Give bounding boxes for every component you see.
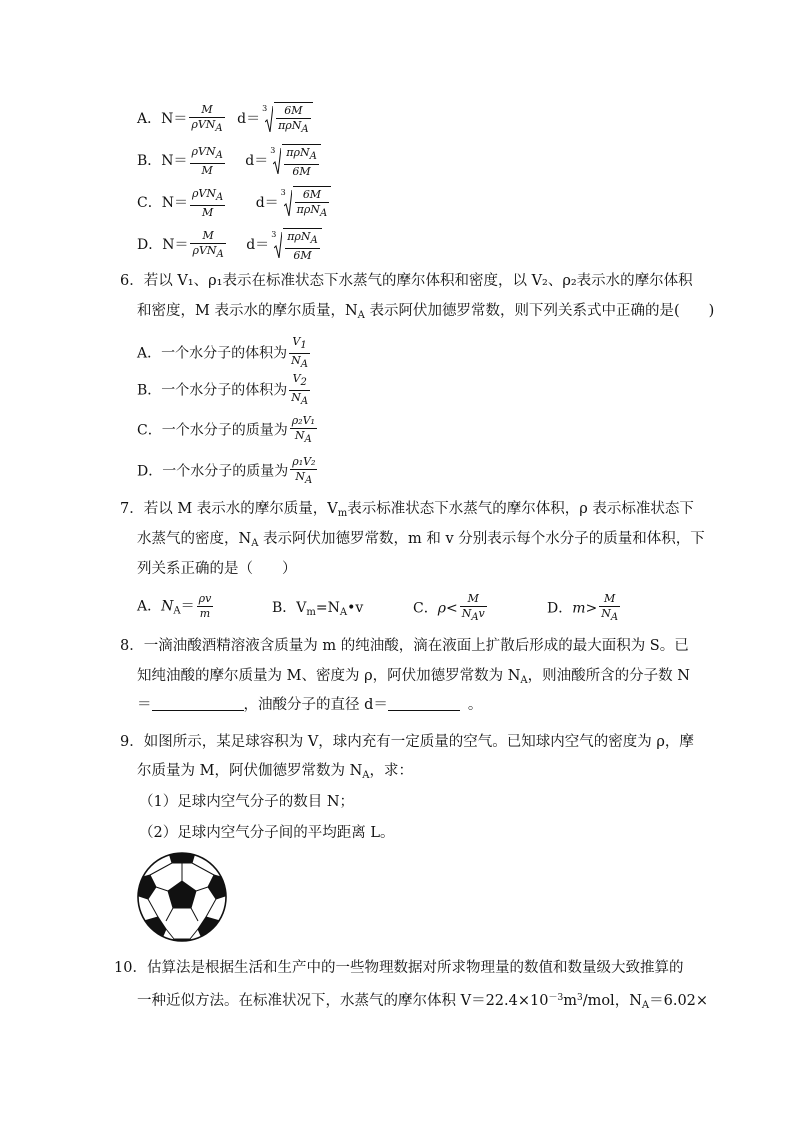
q7-stem-line1 xyxy=(120,500,694,523)
answer-blank[interactable] xyxy=(388,696,460,711)
q7-stem-line2 xyxy=(137,530,705,553)
option-label: B．N＝ xyxy=(137,153,188,169)
q6-option-a xyxy=(137,336,312,371)
d-label: d＝ xyxy=(246,237,270,253)
root-body xyxy=(282,144,321,178)
subscript: A xyxy=(305,475,313,486)
den-text: v xyxy=(478,607,485,620)
q8-stem-line2 xyxy=(137,667,690,690)
text: 。 xyxy=(467,697,483,713)
numerator xyxy=(190,188,225,206)
denominator xyxy=(190,244,225,261)
subscript: A xyxy=(320,208,328,219)
numerator: M xyxy=(190,230,225,244)
text: ，求： xyxy=(369,763,413,779)
num-text: πρN xyxy=(286,146,310,159)
operator: ＝ xyxy=(180,598,195,615)
subscript: A xyxy=(610,612,619,623)
numerator: ρ₂V₁ xyxy=(291,414,315,427)
q6-stem-line1: 6．若以 V₁、ρ₁表示在标准状态下水蒸气的摩尔体积和密度，以 V₂、ρ₂表示水的摩尔体积 xyxy=(120,273,693,289)
denominator: m xyxy=(199,607,211,620)
text: /mol，N xyxy=(582,993,642,1009)
q5-option-a xyxy=(137,102,313,136)
text: ，油酸分子的直径 d＝ xyxy=(243,697,388,713)
den-text: πρN xyxy=(278,119,302,132)
text: 一种近似方法。在标准状况下，水蒸气的摩尔体积 V＝22.4×10 xyxy=(137,993,549,1009)
root-body xyxy=(293,186,332,220)
denominator xyxy=(460,607,487,624)
text: 知纯油酸的摩尔质量为 M、密度为 ρ，阿伏加德罗常数为 N xyxy=(137,668,521,684)
denominator xyxy=(189,118,224,135)
option-text: C．一个水分子的质量为 xyxy=(137,422,288,439)
q9-item-1: （1）足球内空气分子的数目 N； xyxy=(139,794,355,810)
fraction xyxy=(189,104,224,135)
q8-stem-line1: 8．一滴油酸酒精溶液含质量为 m 的纯油酸，滴在液面上扩散后形成的最大面积为 S。已 xyxy=(120,638,689,654)
numerator xyxy=(289,336,310,354)
text: 尔质量为 M，阿伏伽德罗常数为 N xyxy=(137,763,363,779)
den-text: N xyxy=(291,391,301,404)
denominator: M xyxy=(201,205,214,219)
q7-option-b xyxy=(272,597,363,618)
cube-root xyxy=(271,228,322,262)
option-label: D． xyxy=(547,600,573,617)
text: m xyxy=(563,993,577,1009)
fraction xyxy=(284,147,319,178)
fraction xyxy=(190,146,225,177)
option-label: A．N＝ xyxy=(137,111,188,127)
lhs: m xyxy=(572,600,586,617)
fraction xyxy=(289,336,310,371)
denominator xyxy=(276,119,311,136)
lhs: N xyxy=(161,598,174,615)
num-text: ρVN xyxy=(191,144,216,158)
denominator xyxy=(599,607,620,624)
denominator xyxy=(290,429,317,446)
radical-sign-icon xyxy=(284,190,292,216)
text: •v xyxy=(347,600,364,616)
root-index: 3 xyxy=(271,230,277,239)
radical-sign-icon xyxy=(274,232,282,258)
cube-root xyxy=(281,186,332,220)
subscript: A xyxy=(215,149,223,161)
subscript: m xyxy=(337,508,348,519)
root-index: 3 xyxy=(262,104,268,113)
den-text: ρVN xyxy=(192,243,217,257)
soccer-ball-figure xyxy=(136,851,228,943)
q6-option-c xyxy=(137,415,319,446)
subscript: A xyxy=(357,310,365,321)
q9-stem-line1: 9．如图所示，某足球容积为 V，球内充有一定质量的空气。已知球内空气的密度为 ρ，摩 xyxy=(120,734,694,750)
denominator: 6M xyxy=(292,165,311,178)
subscript: m xyxy=(306,607,316,618)
fraction xyxy=(289,373,310,408)
subscript: A xyxy=(520,675,528,686)
subscript: A xyxy=(310,235,318,246)
denominator xyxy=(289,354,310,371)
option-label: C． xyxy=(413,600,438,617)
fraction xyxy=(285,231,320,262)
subscript: A xyxy=(215,122,223,134)
root-body xyxy=(283,228,322,262)
subscript: A xyxy=(362,770,370,781)
denominator xyxy=(289,391,310,408)
denominator xyxy=(295,203,330,220)
text: ，则油酸所含的分子数 N xyxy=(527,668,690,684)
num-text: ρVN xyxy=(191,186,217,200)
text: ＝ xyxy=(137,697,152,713)
numerator xyxy=(190,146,225,164)
den-text: ρVN xyxy=(191,117,216,131)
q6-option-b xyxy=(137,373,312,408)
fraction xyxy=(197,593,214,620)
superscript: －3 xyxy=(548,993,564,1003)
fraction xyxy=(295,189,330,220)
denominator: M xyxy=(201,163,213,177)
q5-option-d xyxy=(137,228,322,262)
q6-option-d xyxy=(137,456,319,487)
den-text: N xyxy=(291,354,301,367)
option-text: A．一个水分子的体积为 xyxy=(137,345,288,362)
den-text: N xyxy=(461,607,472,620)
numerator xyxy=(284,147,319,165)
root-index: 3 xyxy=(270,146,276,155)
q7-stem-line3: 列关系正确的是（ ） xyxy=(137,561,297,577)
operator: > xyxy=(585,600,598,617)
text: 和密度，M 表示水的摩尔质量，N xyxy=(137,303,358,319)
d-label: d＝ xyxy=(245,153,269,169)
q10-stem-line2 xyxy=(137,989,708,1015)
fraction xyxy=(599,593,620,624)
fraction xyxy=(190,230,225,261)
num-text: V xyxy=(292,372,301,385)
superscript: 3 xyxy=(576,993,583,1003)
q7-option-d xyxy=(547,593,622,624)
subscript: A xyxy=(300,359,308,370)
option-text: D．一个水分子的质量为 xyxy=(137,463,289,480)
numerator: M xyxy=(460,593,487,607)
q10-stem-line1: 10．估算法是根据生活和生产中的一些物理数据对所求物理量的数值和数量级大致推算的 xyxy=(114,960,684,976)
answer-blank[interactable] xyxy=(152,696,244,711)
subscript: 2 xyxy=(300,377,307,388)
num-text: V xyxy=(292,335,301,348)
fraction xyxy=(460,593,487,624)
subscript: A xyxy=(641,1000,650,1011)
numerator: 6M xyxy=(276,105,311,119)
d-label: d＝ xyxy=(255,195,279,211)
operator: < xyxy=(445,600,458,617)
subscript: A xyxy=(471,612,479,623)
den-text: πρN xyxy=(296,203,320,216)
subscript: A xyxy=(301,124,309,135)
q5-option-b xyxy=(137,144,321,178)
numerator: ρ₁V₂ xyxy=(292,455,316,468)
radical-sign-icon xyxy=(273,148,281,174)
q9-item-2: （2）足球内空气分子间的平均距离 L。 xyxy=(139,825,395,841)
subscript: A xyxy=(304,434,312,445)
option-text: B．一个水分子的体积为 xyxy=(137,382,288,399)
fraction xyxy=(190,188,225,219)
root-index: 3 xyxy=(280,188,286,197)
numerator: M xyxy=(189,104,224,118)
radical-sign-icon xyxy=(265,106,273,132)
lhs: ρ xyxy=(437,600,446,617)
d-label: d＝ xyxy=(237,111,261,127)
numerator xyxy=(289,373,310,391)
cube-root xyxy=(262,102,313,136)
q5-option-c xyxy=(137,186,331,220)
root-body xyxy=(274,102,313,136)
fraction xyxy=(276,105,311,136)
fraction xyxy=(290,415,317,446)
option-label: B．V xyxy=(272,600,307,616)
q8-stem-line3 xyxy=(137,696,482,714)
q6-stem-line2 xyxy=(137,302,714,325)
text: 7．若以 M 表示水的摩尔质量，V xyxy=(120,501,338,517)
q7-option-a xyxy=(137,593,215,620)
subscript: 1 xyxy=(300,340,307,351)
numerator xyxy=(285,231,320,249)
text: ＝6.02× xyxy=(649,993,709,1009)
den-text: N xyxy=(601,607,611,620)
text: 表示阿伏加德罗常数，m 和 v 分别表示每个水分子的质量和体积，下 xyxy=(258,531,705,547)
option-label: D．N＝ xyxy=(137,237,189,253)
denominator: 6M xyxy=(293,249,312,262)
fraction xyxy=(290,456,317,487)
subscript: A xyxy=(251,538,259,549)
subscript: A xyxy=(173,605,181,617)
subscript: A xyxy=(216,191,224,203)
subscript: A xyxy=(300,396,309,407)
option-label: A． xyxy=(137,598,162,615)
den-text: N xyxy=(294,429,305,442)
text: =N xyxy=(315,600,340,616)
subscript: A xyxy=(309,151,317,162)
q9-stem-line2 xyxy=(137,762,413,785)
den-text: N xyxy=(295,470,306,483)
denominator xyxy=(290,470,317,487)
q7-option-c xyxy=(413,593,489,624)
subscript: A xyxy=(216,248,224,260)
numerator: 6M xyxy=(295,189,330,203)
num-text: πρN xyxy=(287,230,311,243)
text: 表示阿伏加德罗常数，则下列关系式中正确的是( ) xyxy=(364,303,715,319)
numerator: ρv xyxy=(198,592,212,605)
option-label: C．N＝ xyxy=(137,195,188,211)
subscript: A xyxy=(339,607,348,618)
numerator: M xyxy=(599,593,620,607)
text: 表示标准状态下水蒸气的摩尔体积，ρ 表示标准状态下 xyxy=(347,501,694,517)
cube-root xyxy=(270,144,321,178)
text: 水蒸气的密度，N xyxy=(137,531,252,547)
